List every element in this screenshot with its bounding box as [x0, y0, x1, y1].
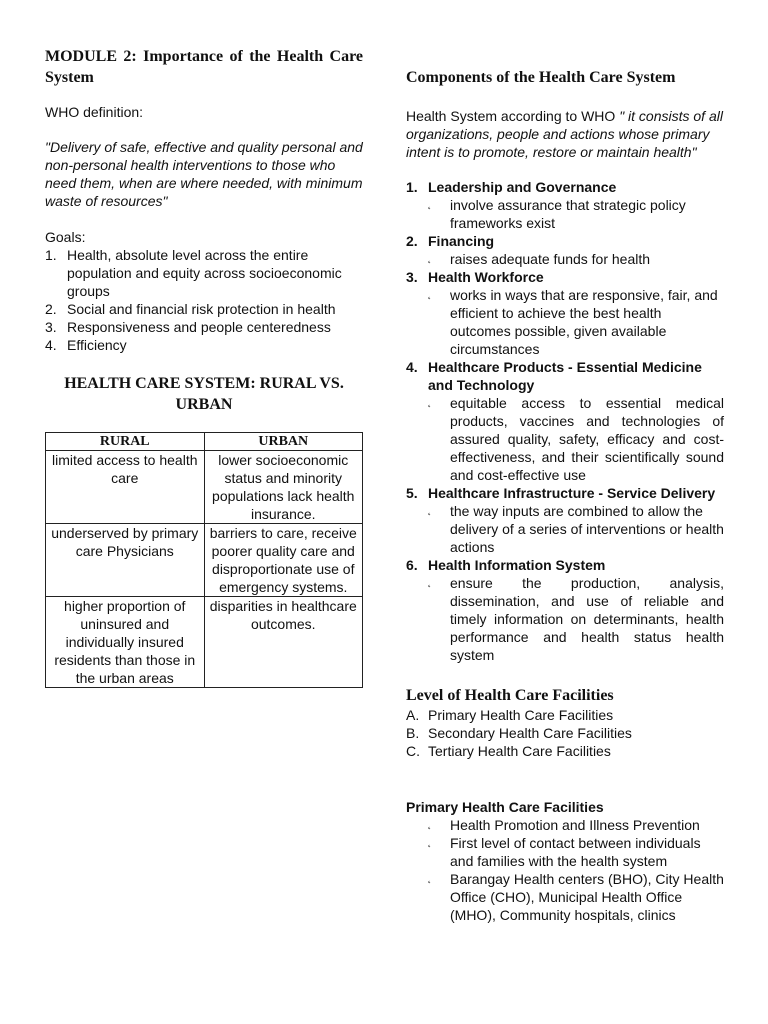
- component-heading: Leadership and Governance: [428, 179, 617, 195]
- components-list: [406, 178, 724, 664]
- component-heading: Healthcare Infrastructure - Service Delivery: [428, 485, 716, 501]
- right-column: [406, 68, 724, 924]
- goal-item: 3. Responsiveness and people centeredness: [45, 319, 331, 335]
- urban-cell: lower socioeconomic status and minority populations lack health insurance.: [204, 451, 363, 524]
- bullet-icon: ˛: [428, 577, 432, 588]
- goals-list: [45, 246, 363, 354]
- table-row: [46, 451, 363, 524]
- table-header-row: [46, 433, 363, 451]
- bullet-icon: ˛: [428, 199, 432, 210]
- rural-urban-table: [45, 432, 363, 688]
- component-item: 3. Health Workforce ˛ works in ways that are responsive, fair, and efficient to achieve the best health outcomes possible, given available circumstances: [406, 268, 724, 358]
- bullet-icon: ˛: [428, 819, 432, 830]
- bullet-icon: ˛: [428, 253, 432, 264]
- component-bullet: ˛ raises adequate funds for health: [428, 251, 651, 267]
- rural-header: RURAL: [46, 433, 205, 451]
- goal-item: 2. Social and financial risk protection in health: [45, 301, 336, 317]
- component-item: 6. Health Information System ˛ ensure the production, analysis, dissemination, and use of reliable and timely information on determinants, health performance and health status health system: [406, 557, 724, 663]
- levels-list: [406, 706, 724, 760]
- goal-item: 1. Health, absolute level across the entire population and equity across socioeconomic groups: [45, 247, 342, 299]
- component-bullet: ˛ ensure the production, analysis, dissemination, and use of reliable and timely information on determinants, health performance and health status health system: [428, 575, 724, 663]
- component-item: 2. Financing ˛ raises adequate funds for health: [406, 232, 724, 268]
- levels-title: Level of Health Care Facilities: [406, 687, 614, 704]
- components-title: Components of the Health Care System: [406, 69, 676, 86]
- left-column: [45, 46, 363, 688]
- rural-cell: higher proportion of uninsured and individually insured residents than those in the urban areas: [46, 597, 205, 688]
- table-row: [46, 524, 363, 597]
- urban-cell: disparities in healthcare outcomes.: [204, 597, 363, 688]
- component-heading: Health Information System: [428, 557, 606, 573]
- primary-facilities-title: Primary Health Care Facilities: [406, 799, 604, 815]
- level-item: C. Tertiary Health Care Facilities: [406, 743, 611, 759]
- level-item: A. Primary Health Care Facilities: [406, 707, 614, 723]
- component-bullet: ˛ involve assurance that strategic policy frameworks exist: [428, 197, 686, 231]
- component-heading: Health Workforce: [428, 269, 544, 285]
- table-row: [46, 597, 363, 688]
- level-item: B. Secondary Health Care Facilities: [406, 725, 632, 741]
- who-definition-quote: "Delivery of safe, effective and quality personal and non-personal health interventions to those who need them, when are where needed, with minimum waste of resources": [45, 139, 363, 209]
- component-bullet: ˛ works in ways that are responsive, fair, and efficient to achieve the best health outcomes possible, given available circumstances: [428, 287, 718, 357]
- component-item: 5. Healthcare Infrastructure - Service Delivery ˛ the way inputs are combined to allow the delivery of a series of interventions or health actions: [406, 485, 724, 555]
- bullet-icon: ˛: [428, 397, 432, 408]
- primary-bullet: ˛ First level of contact between individuals and families with the health system: [428, 835, 701, 869]
- rural-urban-title: HEALTH CARE SYSTEM: RURAL VS. URBAN: [64, 375, 344, 413]
- component-bullet: ˛ equitable access to essential medical products, vaccines and technologies of assured quality, safety, efficacy and cost-effectiveness, and their scientifically sound and cost-effective use: [428, 395, 724, 483]
- bullet-icon: ˛: [428, 289, 432, 300]
- bullet-icon: ˛: [428, 873, 432, 884]
- goals-label: Goals:: [45, 229, 86, 245]
- primary-bullet: ˛ Health Promotion and Illness Prevention: [428, 817, 700, 833]
- bullet-icon: ˛: [428, 505, 432, 516]
- component-bullet: ˛ the way inputs are combined to allow the delivery of a series of interventions or health actions: [428, 503, 724, 555]
- component-item: 1. Leadership and Governance ˛ involve assurance that strategic policy frameworks exist: [406, 178, 724, 232]
- urban-header: URBAN: [204, 433, 363, 451]
- primary-bullet: ˛ Barangay Health centers (BHO), City Health Office (CHO), Municipal Health Office (MHO), Community hospitals, clinics: [428, 871, 724, 923]
- goal-item: 4. Efficiency: [45, 337, 127, 353]
- component-heading: Healthcare Products - Essential Medicine and Technology: [428, 359, 702, 393]
- who-definition-label: WHO definition:: [45, 104, 144, 120]
- module-title: MODULE 2: Importance of the Health Care System: [45, 48, 363, 86]
- component-item: 4. Healthcare Products - Essential Medicine and Technology ˛ equitable access to essential medical products, vaccines and technologies of assured quality, safety, efficacy and cost-effectiveness, and their scientifically sound and cost-effective use: [406, 359, 724, 483]
- bullet-icon: ˛: [428, 837, 432, 848]
- components-intro: Health System according to WHO " it consists of all organizations, people and actions whose primary intent is to promote, restore or maintain health": [406, 108, 723, 160]
- component-heading: Financing: [428, 233, 495, 249]
- rural-cell: underserved by primary care Physicians: [46, 524, 205, 597]
- urban-cell: barriers to care, receive poorer quality care and disproportionate use of emergency systems.: [204, 524, 363, 597]
- primary-facilities-list: [406, 816, 724, 924]
- rural-cell: limited access to health care: [46, 451, 205, 524]
